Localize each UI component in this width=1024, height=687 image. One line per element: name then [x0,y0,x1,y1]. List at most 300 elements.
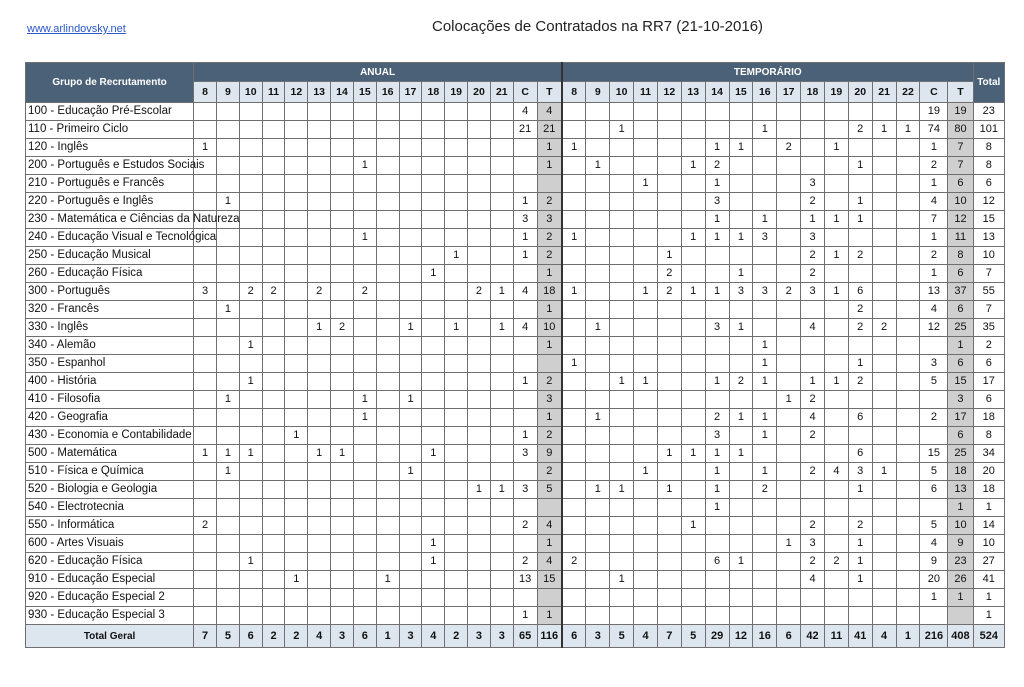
anual-cell [490,535,513,553]
temp-cell [896,589,920,607]
temp-cell [610,445,634,463]
anual-cell [376,229,399,247]
anual-cell [194,427,217,445]
temp-sum-cell: 11 [824,625,848,648]
anual-cell [422,337,445,355]
temp-cell [824,391,848,409]
anual-cell [285,553,308,571]
anual-cell: 1 [422,535,445,553]
anual-sum-cell: 3 [490,625,513,648]
anual-cell [194,103,217,121]
anual-cell [308,427,331,445]
row-total-cell: 18 [973,481,1004,499]
temp-total-cell: 6 [948,301,973,319]
anual-cell [399,445,422,463]
anual-cell: 1 [216,193,239,211]
temp-cell: 3 [705,427,729,445]
temp-cell: 1 [681,229,705,247]
temp-cell [586,355,610,373]
temp-cell [562,463,586,481]
temp-cell [562,373,586,391]
temp-cell [753,445,777,463]
anual-cell [513,301,537,319]
temp-cell [586,121,610,139]
temp-cell [729,607,753,625]
temp-cell [562,157,586,175]
anual-cell: 1 [513,427,537,445]
temp-cell: 2 [562,553,586,571]
total-geral-label: Total Geral [26,625,194,648]
anual-cell [262,481,285,499]
anual-cell [468,517,491,535]
anual-cell: 2 [331,319,354,337]
anual-cell [445,301,468,319]
temp-cell [586,193,610,211]
anual-cell [216,139,239,157]
anual-cell [308,229,331,247]
anual-cell: 1 [239,373,262,391]
temp-cell [777,427,801,445]
anual-cell [353,337,376,355]
anual-cell [285,535,308,553]
anual-cell [399,589,422,607]
anual-cell [490,499,513,517]
temp-total-cell: 25 [948,319,973,337]
temp-cell [777,589,801,607]
anual-cell [331,229,354,247]
anual-sum-cell: 2 [285,625,308,648]
anual-cell [353,373,376,391]
row-total-cell: 1 [973,607,1004,625]
anual-cell [399,337,422,355]
temp-cell [562,301,586,319]
anual-cell [262,571,285,589]
temp-cell [872,481,896,499]
temp-cell [681,337,705,355]
anual-cell [422,301,445,319]
temp-cell [562,121,586,139]
anual-cell [422,355,445,373]
total-geral-row [26,625,1005,648]
temp-cell [824,103,848,121]
anual-cell [308,355,331,373]
temp-cell [872,427,896,445]
placements-table [25,62,1005,648]
table-body [26,103,1005,648]
anual-cell [445,607,468,625]
anual-cell [376,283,399,301]
anual-col-header: 20 [468,82,491,103]
temp-cell [872,265,896,283]
temp-cell: 19 [920,103,948,121]
temp-cell [872,247,896,265]
temp-cell [705,103,729,121]
temp-cell [729,247,753,265]
temp-cell [657,427,681,445]
temp-cell [824,499,848,517]
anual-cell [376,139,399,157]
temp-cell: 2 [848,373,872,391]
temp-cell: 2 [801,265,825,283]
anual-cell [376,193,399,211]
anual-cell [490,373,513,391]
anual-cell [285,319,308,337]
anual-cell [216,265,239,283]
anual-cell [513,175,537,193]
anual-cell [262,265,285,283]
temp-cell [657,139,681,157]
table-row [26,229,1005,247]
temp-cell: 3 [753,229,777,247]
anual-cell [490,247,513,265]
temp-cell [896,337,920,355]
anual-cell [399,517,422,535]
temp-cell [586,229,610,247]
temp-cell [848,139,872,157]
anual-cell: 1 [216,445,239,463]
temp-cell: 1 [729,265,753,283]
group-name-cell: 330 - Inglês [26,319,194,337]
anual-cell [513,535,537,553]
temp-total-cell: 6 [948,175,973,193]
anual-cell [285,211,308,229]
temp-cell [824,355,848,373]
temp-cell [872,103,896,121]
temp-cell: 1 [586,409,610,427]
temp-cell [753,301,777,319]
anual-cell: 1 [353,157,376,175]
group-name-cell: 420 - Geografia [26,409,194,427]
anual-cell [445,121,468,139]
temp-cell [753,607,777,625]
anual-cell [216,319,239,337]
anual-total-cell [537,589,562,607]
temp-cell: 1 [610,373,634,391]
anual-cell [331,283,354,301]
temp-cell [681,535,705,553]
anual-cell [376,319,399,337]
anual-cell [445,481,468,499]
temp-cell [729,193,753,211]
table-row [26,175,1005,193]
temp-total-cell: 13 [948,481,973,499]
row-total-cell: 17 [973,373,1004,391]
temp-cell [729,517,753,535]
anual-cell [194,589,217,607]
anual-cell [194,373,217,391]
anual-cell: 1 [376,571,399,589]
anual-cell [331,121,354,139]
temp-cell [657,229,681,247]
temp-sum-cell: 1 [896,625,920,648]
temp-cell [824,121,848,139]
anual-cell [445,211,468,229]
anual-cell [331,247,354,265]
anual-cell [285,391,308,409]
temp-cell [753,103,777,121]
temp-total-cell: 1 [948,589,973,607]
temp-total-cell: 6 [948,355,973,373]
temp-cell [777,157,801,175]
table-row [26,355,1005,373]
anual-cell [422,139,445,157]
temp-cell: 6 [848,409,872,427]
anual-col-header: 15 [353,82,376,103]
anual-cell [194,607,217,625]
temp-cell: 2 [801,517,825,535]
anual-cell: 1 [490,283,513,301]
temp-col-header: 14 [705,82,729,103]
anual-section-header: ANUAL [194,63,562,82]
anual-cell [513,139,537,157]
anual-cell [331,517,354,535]
anual-cell [468,265,491,283]
anual-cell [331,427,354,445]
anual-cell [331,103,354,121]
temp-cell: 1 [920,139,948,157]
temp-cell [681,607,705,625]
temp-cell: 1 [634,175,658,193]
temp-cell: 1 [657,481,681,499]
anual-cell [331,355,354,373]
temp-col-header: C [920,82,948,103]
temp-cell [729,427,753,445]
anual-total-cell: 5 [537,481,562,499]
anual-cell [262,445,285,463]
temp-cell [848,103,872,121]
anual-sum-cell: 4 [422,625,445,648]
temp-cell [729,499,753,517]
anual-cell [422,571,445,589]
temp-col-header: 19 [824,82,848,103]
temp-cell [681,211,705,229]
temp-cell: 6 [705,553,729,571]
temp-cell: 1 [753,427,777,445]
anual-cell [422,283,445,301]
anual-cell [468,157,491,175]
temp-cell [872,445,896,463]
anual-cell [490,301,513,319]
temp-cell [920,499,948,517]
temp-cell [824,517,848,535]
anual-cell [308,373,331,391]
temp-cell [848,265,872,283]
anual-cell [376,373,399,391]
anual-cell [308,463,331,481]
anual-cell [239,247,262,265]
row-total-cell: 6 [973,355,1004,373]
table-row [26,445,1005,463]
anual-cell: 1 [216,463,239,481]
temp-sum-cell: 4 [634,625,658,648]
anual-cell [285,157,308,175]
anual-cell [490,607,513,625]
temp-cell: 2 [801,391,825,409]
temp-cell: 1 [801,211,825,229]
temp-cell [777,175,801,193]
temp-total-cell: 80 [948,121,973,139]
temp-cell [586,247,610,265]
temp-cell [562,193,586,211]
anual-cell [239,193,262,211]
row-total-cell: 1 [973,589,1004,607]
temp-cell [681,391,705,409]
temp-cell: 1 [586,157,610,175]
anual-cell [285,283,308,301]
table-row [26,103,1005,121]
anual-cell: 1 [513,193,537,211]
anual-cell [194,247,217,265]
temp-cell: 1 [657,445,681,463]
temp-cell: 3 [801,283,825,301]
anual-cell [308,247,331,265]
anual-cell [399,409,422,427]
temp-cell [562,445,586,463]
temp-cell [801,103,825,121]
anual-cell [490,391,513,409]
anual-cell: 1 [216,391,239,409]
temp-cell [753,193,777,211]
temp-cell [896,391,920,409]
anual-cell [194,265,217,283]
temp-cell [896,355,920,373]
temp-cell: 1 [681,283,705,301]
temp-cell [562,427,586,445]
anual-cell [194,301,217,319]
anual-cell [331,553,354,571]
temp-cell [634,337,658,355]
temp-cell [824,229,848,247]
temp-cell [872,517,896,535]
anual-cell [285,373,308,391]
table-row [26,463,1005,481]
temp-cell [824,481,848,499]
anual-cell [422,157,445,175]
temp-cell [634,229,658,247]
anual-cell [399,373,422,391]
temp-cell [657,535,681,553]
anual-cell: 1 [239,553,262,571]
temp-cell: 6 [848,445,872,463]
temp-cell [896,139,920,157]
anual-cell: 1 [513,229,537,247]
temp-sum-cell: 7 [657,625,681,648]
anual-sum-cell: 7 [194,625,217,648]
row-total-cell: 10 [973,247,1004,265]
anual-cell [308,481,331,499]
temp-cell [681,355,705,373]
temp-cell [824,337,848,355]
temp-cell [634,499,658,517]
temp-cell [634,571,658,589]
anual-cell [422,103,445,121]
anual-cell [445,103,468,121]
temp-cell: 2 [801,427,825,445]
temp-cell [896,535,920,553]
anual-cell [468,139,491,157]
temp-cell [657,301,681,319]
website-link[interactable]: www.arlindovsky.net [27,23,126,35]
temp-cell [729,157,753,175]
temp-cell: 6 [848,283,872,301]
anual-cell [308,391,331,409]
anual-cell [399,121,422,139]
temp-cell [801,445,825,463]
temp-cell [562,481,586,499]
anual-cell [194,481,217,499]
group-header: Grupo de Recrutamento [26,63,194,103]
temp-cell [610,535,634,553]
temp-cell [872,211,896,229]
anual-cell [262,607,285,625]
temp-total-cell: 7 [948,157,973,175]
temp-cell [681,139,705,157]
anual-cell [445,265,468,283]
temp-cell [610,157,634,175]
temp-cell [586,499,610,517]
anual-cell [468,193,491,211]
row-total-cell: 2 [973,337,1004,355]
temp-cell [705,247,729,265]
anual-cell [376,103,399,121]
anual-cell [331,193,354,211]
temp-cell: 1 [872,463,896,481]
anual-cell [376,121,399,139]
anual-cell [331,535,354,553]
temp-cell: 1 [777,391,801,409]
temp-cell [753,139,777,157]
temp-total-cell: 25 [948,445,973,463]
anual-cell [399,355,422,373]
temp-cell [681,373,705,391]
temp-cell [634,211,658,229]
table-row [26,589,1005,607]
anual-cell: 1 [216,301,239,319]
temp-cell: 1 [824,373,848,391]
temp-cell: 1 [610,121,634,139]
table-row [26,193,1005,211]
anual-cell [445,499,468,517]
temp-cell [801,355,825,373]
anual-total-cell: 1 [537,301,562,319]
anual-col-header: 11 [262,82,285,103]
anual-cell: 1 [194,445,217,463]
temp-cell [634,103,658,121]
row-total-cell: 18 [973,409,1004,427]
anual-cell [399,535,422,553]
temp-cell [634,427,658,445]
temp-total-cell: 18 [948,463,973,481]
anual-sum-cell: 3 [331,625,354,648]
anual-cell [262,247,285,265]
anual-cell [468,229,491,247]
anual-cell [216,481,239,499]
temp-sum-cell: 5 [681,625,705,648]
temp-cell: 1 [610,571,634,589]
group-name-cell: 200 - Português e Estudos Sociais [26,157,194,175]
temp-cell [753,535,777,553]
temp-total-cell: 15 [948,373,973,391]
temp-cell [610,463,634,481]
temp-cell: 1 [562,355,586,373]
temp-cell [705,337,729,355]
anual-cell [490,211,513,229]
anual-cell [422,211,445,229]
temp-cell [896,229,920,247]
temp-col-header: 18 [801,82,825,103]
temp-cell [729,535,753,553]
row-total-cell: 55 [973,283,1004,301]
